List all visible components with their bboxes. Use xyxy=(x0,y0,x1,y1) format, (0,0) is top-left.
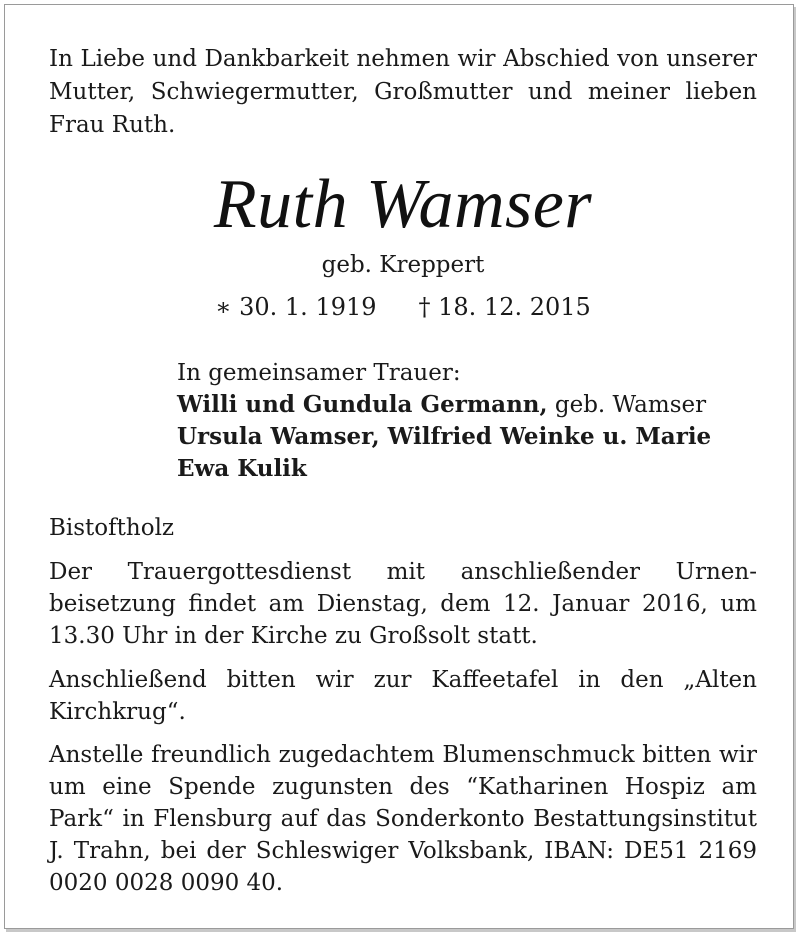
mourners-heading: In gemeinsamer Trauer: xyxy=(177,360,461,386)
death-date: † 18. 12. 2015 xyxy=(418,293,591,321)
life-dates xyxy=(49,290,757,324)
coffee-text: Anschließend bitten wir zur Kaffeetafel in den „Alten Kirchkrug“. xyxy=(49,667,757,725)
mourner-names-2: Ursula Wamser, Wilfried Weinke u. Marie Ewa Kulik xyxy=(177,423,712,482)
mourner-note-1: geb. Wamser xyxy=(547,392,707,418)
mourner-names-1: Willi und Gundula Germann, xyxy=(177,391,548,418)
obituary-notice xyxy=(4,4,794,929)
mourners-block xyxy=(177,357,747,485)
maiden-name: geb. Kreppert xyxy=(321,252,485,278)
intro-text: In Liebe und Dankbarkeit nehmen wir Abschied von unserer Mutter, Schwiegermutter, Großmutter und meiner lieben Frau Ruth. xyxy=(49,46,757,138)
mourner-line-1 xyxy=(177,389,747,421)
birth-date: ∗ 30. 1. 1919 xyxy=(215,293,377,321)
donation-text: Anstelle freundlich zugedachtem Blumenschmuck bitten wir um eine Spende zugunsten des “Katharinen Hospiz am Park“ in Flensburg auf das Sonderkonto Bestattungsinstitut J. Trahn, bei der Schleswiger Volksbank, IBAN: DE51 2169 0020 0028 0090 40. xyxy=(49,742,757,896)
service-text: Der Trauergottesdienst mit anschließender Urnenbeisetzung findet am Dienstag, dem 12. Januar 2016, um 13.30 Uhr in der Kirche zu Großsolt statt. xyxy=(49,559,757,649)
place-text: Bistoftholz xyxy=(49,515,175,541)
deceased-name: Ruth Wamser xyxy=(213,166,593,243)
